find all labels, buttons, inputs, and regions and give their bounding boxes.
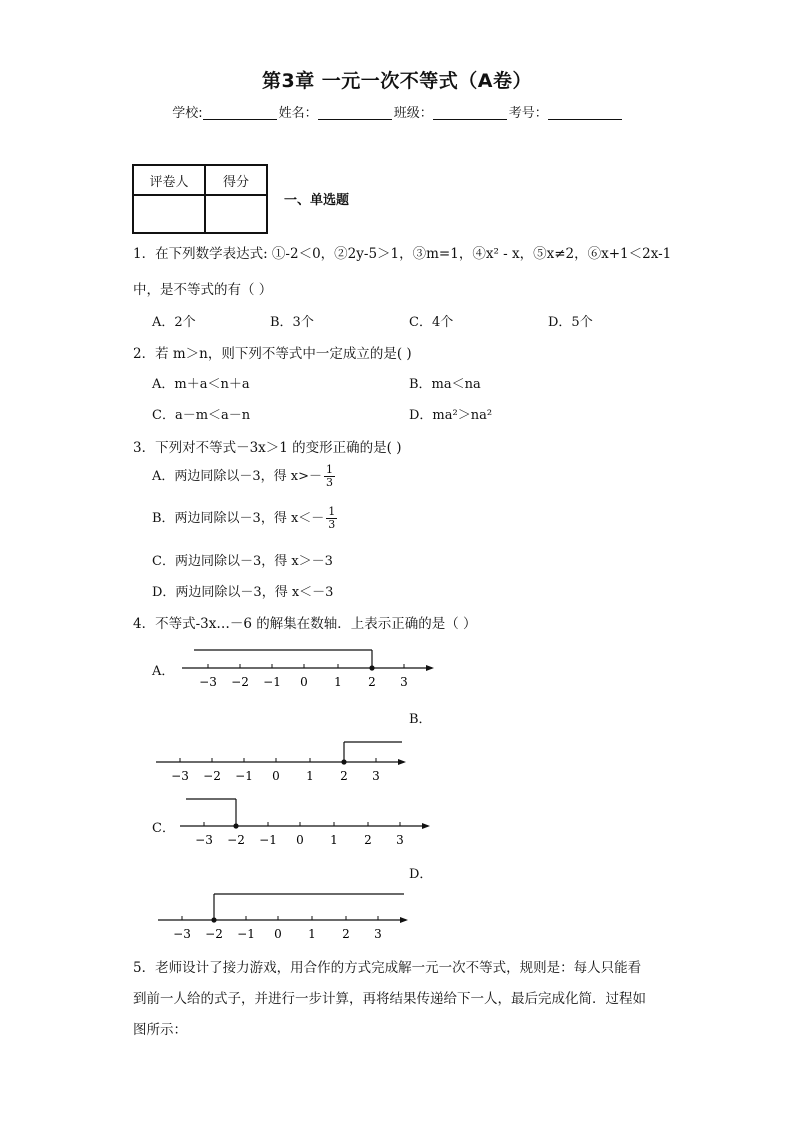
grade-table xyxy=(132,164,268,234)
tick-label: 0 xyxy=(300,675,308,689)
q3-option-a[interactable] xyxy=(152,464,335,489)
number-line-a xyxy=(182,646,442,696)
school-label: 学校: xyxy=(172,106,203,121)
q4-stem: 4．不等式-3x…－6 的解集在数轴．上表示正确的是（ ） xyxy=(133,616,477,632)
q4-option-d-label[interactable]: D． xyxy=(409,867,433,882)
tick-label: −1 xyxy=(235,769,253,783)
exam-no-blank[interactable] xyxy=(548,105,622,120)
page-title: 第3章 一元一次不等式（A卷） xyxy=(261,70,533,92)
tick-label: 2 xyxy=(342,927,350,941)
tick-label: −2 xyxy=(227,833,245,847)
tick-label: −1 xyxy=(259,833,277,847)
tick-label: 2 xyxy=(368,675,376,689)
q3-option-b-text: B．两边同除以－3，得 x＜－ xyxy=(152,511,325,526)
tick-label: −3 xyxy=(199,675,217,689)
q2-option-a[interactable]: A．m＋a＜n＋a xyxy=(152,377,250,392)
q1-option-a[interactable]: A．2个 xyxy=(152,315,196,330)
solid-point xyxy=(211,917,216,922)
tick-label: −3 xyxy=(195,833,213,847)
q3-stem: 3．下列对不等式－3x＞1 的变形正确的是( ) xyxy=(133,440,402,456)
q3-option-d[interactable]: D．两边同除以－3，得 x＜－3 xyxy=(152,585,334,600)
q3-option-c[interactable]: C．两边同除以－3，得 x＞－3 xyxy=(152,554,333,569)
q2-option-c[interactable]: C．a－m＜a－n xyxy=(152,408,251,423)
number-line-c xyxy=(180,797,440,851)
fraction-one-third: $\frac{1}{3}$ xyxy=(328,505,336,531)
q4-option-a-label[interactable]: A． xyxy=(152,664,175,679)
tick-label: 1 xyxy=(334,675,342,689)
tick-label: 0 xyxy=(296,833,304,847)
q4-option-c-label[interactable]: C． xyxy=(152,821,175,836)
arrow-right-icon xyxy=(426,665,434,671)
q2-option-b[interactable]: B．ma＜na xyxy=(409,377,481,392)
tick-label: 3 xyxy=(372,769,380,783)
grader-header: 评卷人 xyxy=(133,165,205,195)
solid-point xyxy=(369,665,374,670)
q3-option-b[interactable] xyxy=(152,506,337,531)
q1-option-d[interactable]: D．5个 xyxy=(548,315,593,330)
tick-label: 3 xyxy=(374,927,382,941)
section-title: 一、单选题 xyxy=(284,193,350,208)
tick-label: 3 xyxy=(400,675,408,689)
q1-option-b[interactable]: B．3个 xyxy=(270,315,314,330)
tick-label: −3 xyxy=(173,927,191,941)
arrow-right-icon xyxy=(400,917,408,923)
number-line-b xyxy=(156,740,416,790)
fraction-one-third: $\frac{1}{3}$ xyxy=(326,463,334,489)
tick-label: 3 xyxy=(396,833,404,847)
q1-stem-line2: 中，是不等式的有（ ） xyxy=(133,282,273,298)
arrow-right-icon xyxy=(422,823,430,829)
tick-label: −1 xyxy=(237,927,255,941)
tick-label: −2 xyxy=(205,927,223,941)
arrow-right-icon xyxy=(398,759,406,765)
number-line-d xyxy=(158,890,418,944)
name-blank[interactable] xyxy=(318,105,392,120)
class-label: 班级： xyxy=(393,106,433,121)
tick-label: 1 xyxy=(306,769,314,783)
name-label: 姓名： xyxy=(278,106,318,121)
tick-label: −3 xyxy=(171,769,189,783)
q2-option-d[interactable]: D．ma²＞na² xyxy=(409,408,493,423)
grader-cell[interactable] xyxy=(133,195,205,233)
q2-stem: 2．若 m＞n，则下列不等式中一定成立的是( ) xyxy=(133,346,412,362)
tick-label: 0 xyxy=(274,927,282,941)
q3-option-a-text: A．两边同除以－3，得 x>－ xyxy=(152,469,323,484)
q5-line2: 到前一人给的式子，并进行一步计算，再将结果传递给下一人，最后完成化简．过程如 xyxy=(133,991,646,1007)
tick-label: −2 xyxy=(203,769,221,783)
class-blank[interactable] xyxy=(433,105,507,120)
score-cell[interactable] xyxy=(205,195,267,233)
q1-stem-line1: 1．在下列数学表达式: ①-2＜0，②2y-5＞1，③m=1，④x² - x，⑤x≠2，⑥x+1＜2x-1 xyxy=(133,246,672,262)
solid-point xyxy=(233,823,238,828)
tick-label: 2 xyxy=(340,769,348,783)
q5-line3: 图所示： xyxy=(133,1022,187,1038)
tick-label: 1 xyxy=(330,833,338,847)
tick-label: 0 xyxy=(272,769,280,783)
solid-point xyxy=(341,759,346,764)
student-info-line xyxy=(0,102,794,121)
q5-line1: 5．老师设计了接力游戏，用合作的方式完成解一元一次不等式，规则是：每人只能看 xyxy=(133,960,642,976)
exam-no-label: 考号： xyxy=(508,106,548,121)
q4-option-b-label[interactable]: B． xyxy=(409,712,432,727)
tick-label: −2 xyxy=(231,675,249,689)
tick-label: −1 xyxy=(263,675,281,689)
school-blank[interactable] xyxy=(203,105,277,120)
tick-label: 1 xyxy=(308,927,316,941)
q1-option-c[interactable]: C．4个 xyxy=(409,315,454,330)
score-header: 得分 xyxy=(205,165,267,195)
tick-label: 2 xyxy=(364,833,372,847)
